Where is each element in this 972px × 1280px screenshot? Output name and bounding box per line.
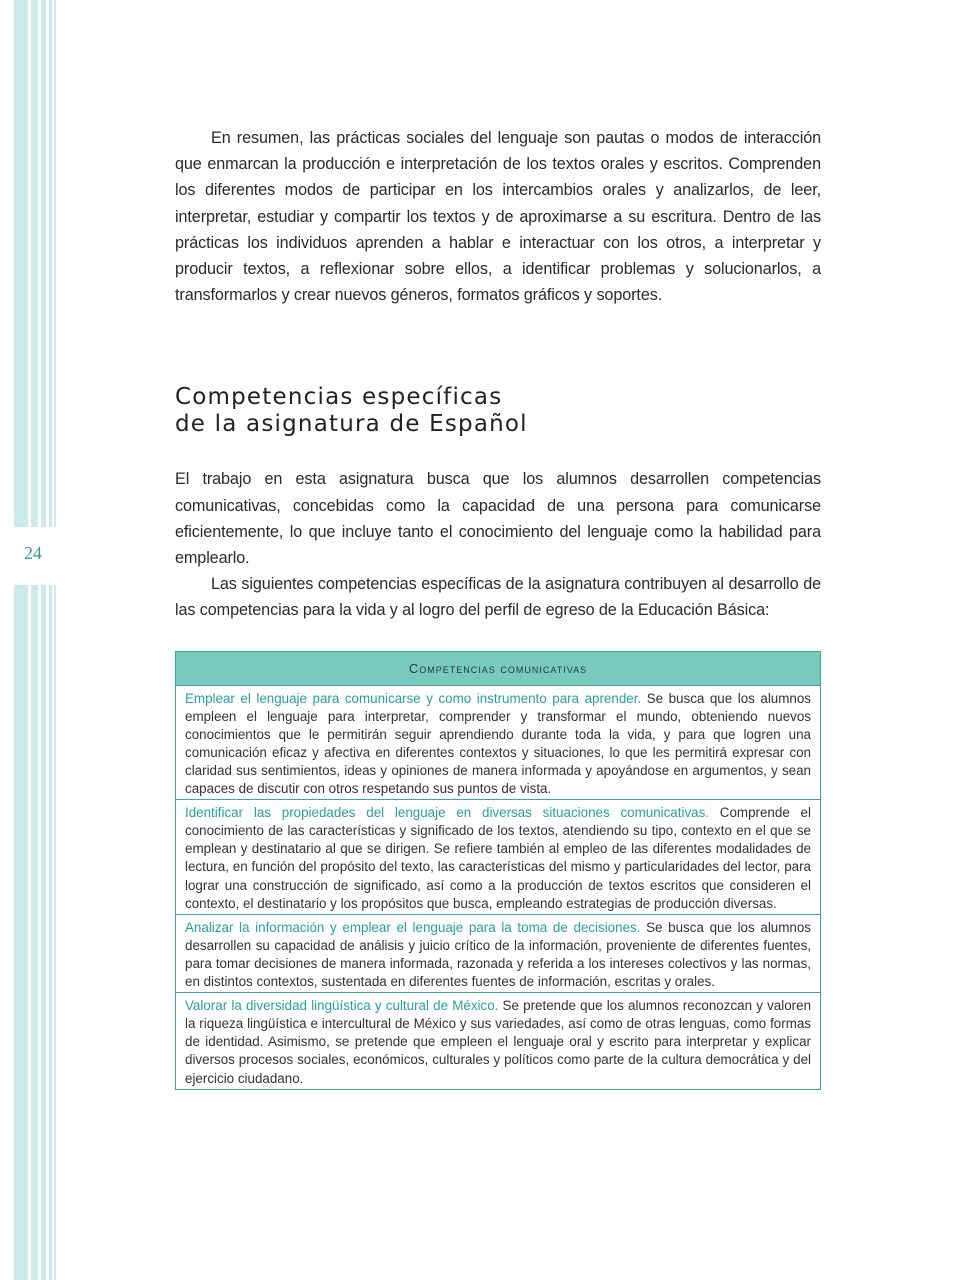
competency-cell [176,914,821,992]
section-title-line2: de la asignatura de Español [175,411,528,438]
page-number: 24 [24,543,42,563]
competency-lead: Analizar la información y emplear el lenguaje para la toma de decisiones. [185,919,641,935]
page-content [175,125,821,1090]
table-row [176,685,821,800]
competency-text: Se busca que los alumnos empleen el lenguaje para interpretar, comprender y transformar el mundo, obteniendo nuevos conocimientos que le permitirán seguir aprendiendo durante toda la vida, y para que logren una comunicación eficaz y afectiva en diferentes contextos y situaciones, lo que les permitirá expresar con claridad sus sentimientos, ideas y opiniones de manera informada y apoyándose en argumentos, y sean capaces de discutir con otros respetando sus puntos de vista. [185,690,811,797]
competency-lead: Identificar las propiedades del lenguaje en diversas situaciones comunicativas. [185,805,710,821]
table-row [176,800,821,915]
competencies-table [175,651,821,1090]
competency-text: Se busca que los alumnos desarrollen su capacidad de análisis y juicio crítico de la información, proveniente de diferentes fuentes, para tomar decisiones de manera informada, razonada y referida a los intereses colectivos y las normas, en distintos contextos, sustentada en diferentes fuentes de información, escritas y orales. [185,919,811,990]
table-row [176,993,821,1089]
section-title-line1: Competencias específicas [175,384,503,411]
competency-cell [176,685,821,800]
intro-paragraph: En resumen, las prácticas sociales del lenguaje son pautas o modos de interacción que enmarcan la producción e interpretación de los textos orales y escritos. Comprenden los diferentes modos de participar en los intercambios orales y analizarlos, de leer, interpretar, estudiar y compartir los textos y de aproximarse a su escritura. Dentro de las prácticas los individuos aprenden a hablar e interactuar con los otros, a interpretar y producir textos, a reflexionar sobre ellos, a identificar problemas y solucionarlos, a transformarlos y crear nuevos géneros, formatos gráficos y soportes. [175,129,821,305]
competency-cell [176,993,821,1089]
table-header: Competencias comunicativas [176,651,821,685]
section-paragraph-2: Las siguientes competencias específicas de la asignatura contribuyen al desarrollo de las competencias para la vida y al logro del perfil de egreso de la Educación Básica: [175,575,821,620]
table-row [176,914,821,992]
section-title [175,384,821,438]
section-paragraph-1: El trabajo en esta asignatura busca que los alumnos desarrollen competencias comunicativas, concebidas como la capacidad de una persona para comunicarse eficientemente, lo que incluye tanto el conocimiento del lenguaje como la habilidad para emplearlo. [175,470,821,568]
competency-lead: Emplear el lenguaje para comunicarse y como instrumento para aprender. [185,690,642,706]
margin-stripes [14,0,58,1280]
competency-lead: Valorar la diversidad lingüística y cultural de México. [185,998,499,1014]
competency-text: Comprende el conocimiento de las características y significado de los textos, atendiendo su tipo, contexto en el que se emplean y destinatario al que se dirigen. Se refiere también al empleo de las diferentes modalidades de lectura, en función del propósito del texto, las características del mismo y particularidades del lector, para lograr una construcción de significado, así como a la producción de textos escritos que consideren el contexto, el destinatario y los propósitos que busca, empleando estrategias de producción diversas. [185,805,811,911]
competency-cell [176,800,821,915]
competency-text: Se pretende que los alumnos reconozcan y valoren la riqueza lingüística e intercultural de México y sus variedades, así como de otras lenguas, como formas de identidad. Asimismo, se pretende que empleen el lenguaje oral y escrito para interpretar y explicar diversos procesos sociales, económicos, culturales y políticos como parte de la cultura democrática y del ejercicio ciudadano. [185,998,812,1086]
